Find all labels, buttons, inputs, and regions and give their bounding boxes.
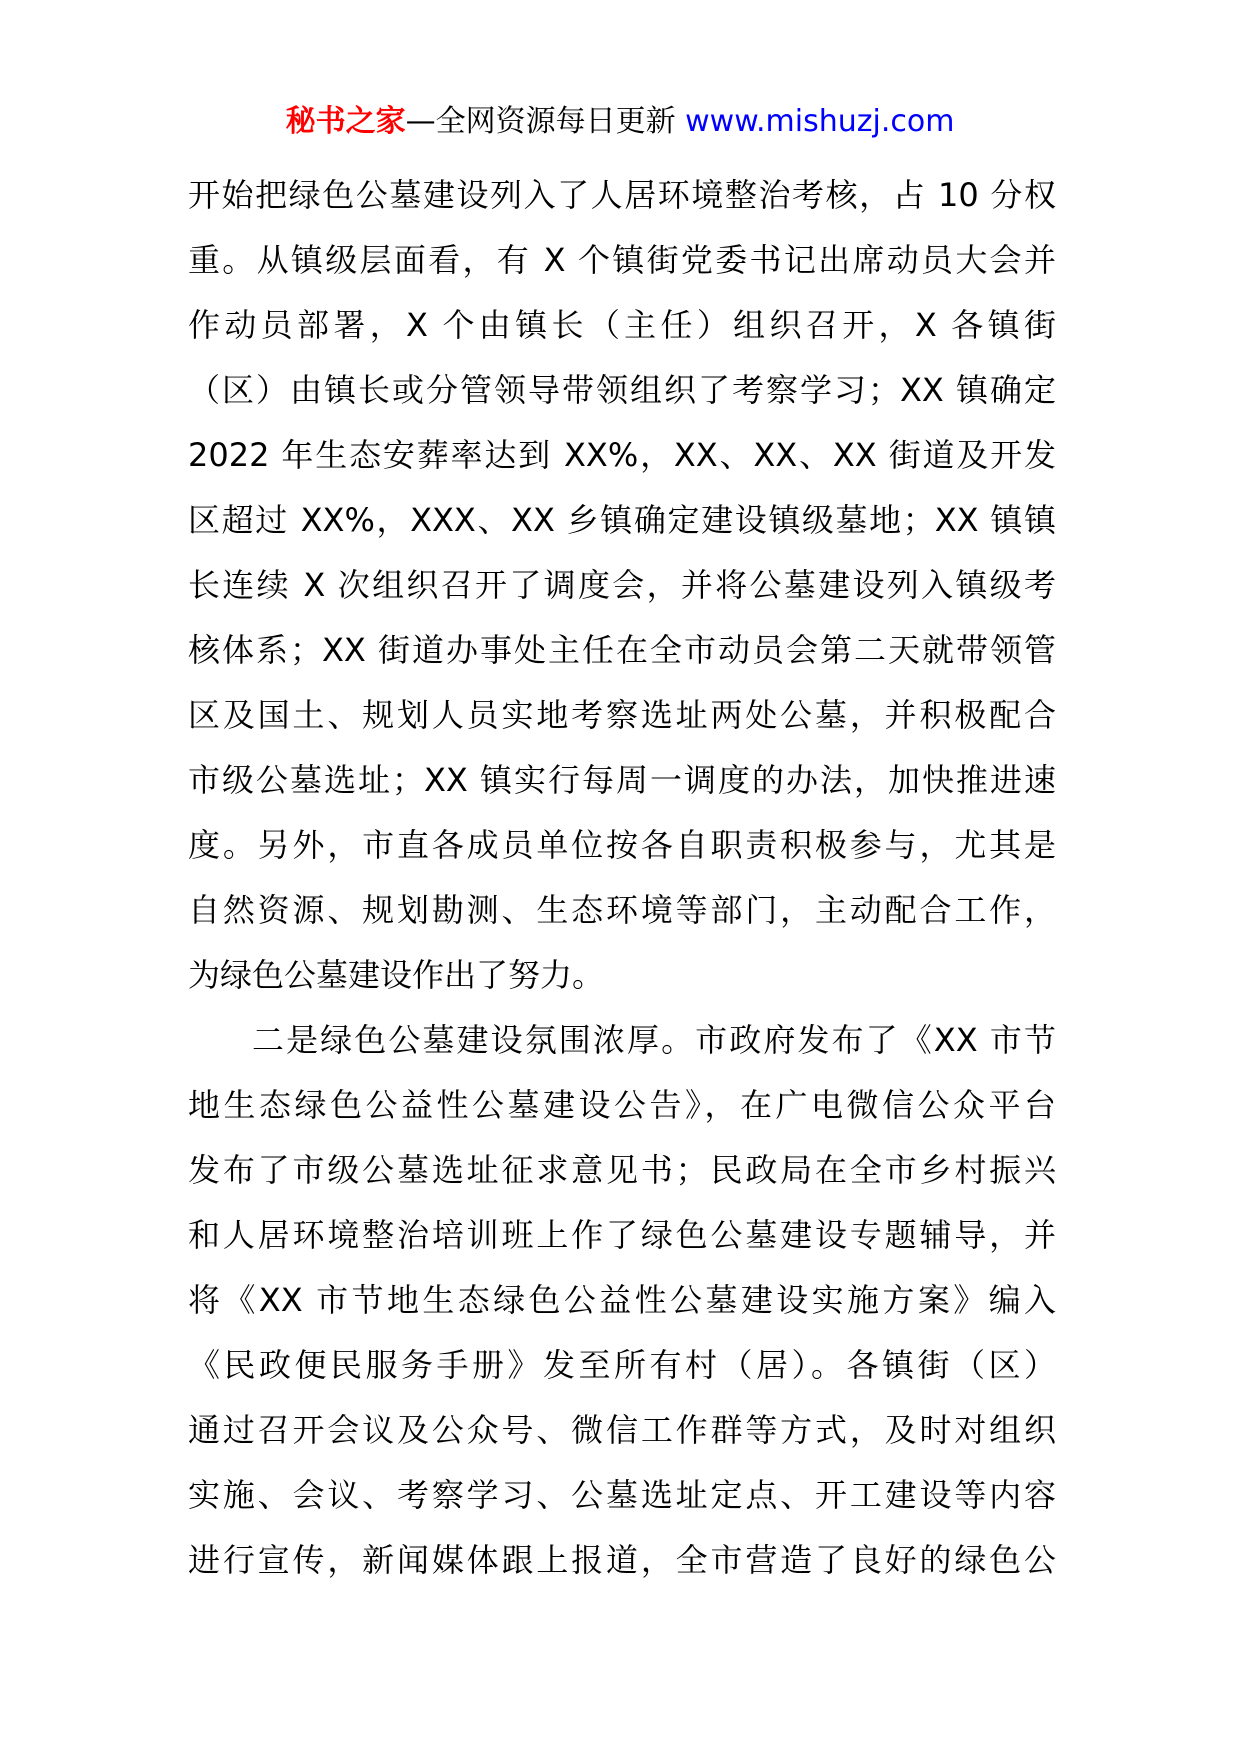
text-line: 2022 年生态安葬率达到 XX%，XX、XX、XX 街道及开发	[188, 436, 1056, 474]
site-url[interactable]: www.mishuzj.com	[685, 104, 955, 139]
text-line: 通过召开会议及公众号、微信工作群等方式，及时对组织	[188, 1411, 1056, 1449]
text-line: 二是绿色公墓建设氛围浓厚。市政府发布了《XX 市节	[252, 1021, 1056, 1059]
text-line: 为绿色公墓建设作出了努力。	[188, 956, 605, 994]
brand-name: 秘书之家	[285, 104, 406, 139]
text-line: 实施、会议、考察学习、公墓选址定点、开工建设等内容	[188, 1476, 1056, 1514]
text-line: 地生态绿色公益性公墓建设公告》，在广电微信公众平台	[188, 1086, 1056, 1124]
text-line: 发布了市级公墓选址征求意见书；民政局在全市乡村振兴	[188, 1151, 1056, 1189]
text-line: 和人居环境整治培训班上作了绿色公墓建设专题辅导，并	[188, 1216, 1056, 1254]
text-line: 核体系；XX 街道办事处主任在全市动员会第二天就带领管	[188, 631, 1056, 669]
text-line: 度。另外，市直各成员单位按各自职责积极参与，尤其是	[188, 826, 1056, 864]
text-line: 市级公墓选址；XX 镇实行每周一调度的办法，加快推进速	[188, 761, 1056, 799]
paragraph-1	[188, 163, 1056, 1008]
paragraph-2	[188, 1008, 1056, 1593]
text-line: 重。从镇级层面看，有 X 个镇街党委书记出席动员大会并	[188, 241, 1056, 279]
site-header	[0, 100, 1240, 144]
text-line: 区超过 XX%，XXX、XX 乡镇确定建设镇级墓地；XX 镇镇	[188, 501, 1056, 539]
text-line: 区及国土、规划人员实地考察选址两处公墓，并积极配合	[188, 696, 1056, 734]
text-line: 自然资源、规划勘测、生态环境等部门，主动配合工作，	[188, 891, 1056, 929]
text-line: （区）由镇长或分管领导带领组织了考察学习；XX 镇确定	[188, 371, 1056, 409]
text-line: 将《XX 市节地生态绿色公益性公墓建设实施方案》编入	[188, 1281, 1056, 1319]
text-line: 长连续 X 次组织召开了调度会，并将公墓建设列入镇级考	[188, 566, 1056, 604]
text-line: 进行宣传，新闻媒体跟上报道，全市营造了良好的绿色公	[188, 1541, 1056, 1579]
text-line: 作动员部署，X 个由镇长（主任）组织召开，X 各镇街	[188, 306, 1056, 344]
text-line: 《民政便民服务手册》发至所有村（居）。各镇街（区）	[188, 1346, 1056, 1384]
document-body	[188, 163, 1056, 1593]
header-tagline: —全网资源每日更新	[405, 104, 676, 139]
text-line: 开始把绿色公墓建设列入了人居环境整治考核，占 10 分权	[188, 176, 1056, 214]
